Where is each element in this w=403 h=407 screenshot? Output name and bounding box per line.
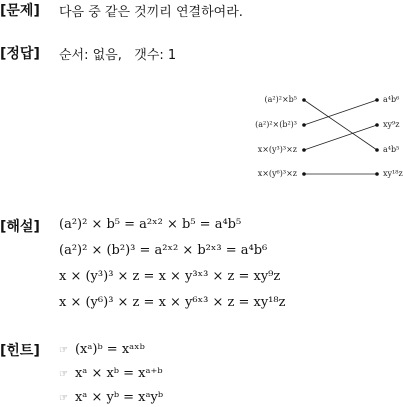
answer-tag: [정답] [0,46,40,62]
hint-text: (xᵃ)ᵇ = xᵃˣᵇ [74,342,145,357]
explanation-line: x × (y⁶)³ × z = x × y⁶ˣ³ × z = xy¹⁸z [59,295,286,310]
match-line-2 [304,100,377,125]
hint-line [59,390,163,405]
pointing-hand-icon: ☞ [59,393,68,404]
hint-text: xᵃ × xᵇ = xᵃ⁺ᵇ [74,366,163,381]
explanation-tag: [해설] [0,219,40,235]
right-item: a⁴b⁶ [383,95,400,104]
right-item: xy¹⁸z [383,169,403,178]
explanation-line: (a²)² × (b²)³ = a²ˣ² × b²ˣ³ = a⁴b⁶ [59,243,268,258]
right-dot [375,172,379,176]
left-item: x×(y⁶)³×z [257,169,297,178]
left-dot [302,98,306,102]
explanation-line: x × (y³)³ × z = x × y³ˣ³ × z = xy⁹z [59,269,281,284]
answer-text: 순서: 없음, 갯수: 1 [59,48,177,63]
right-item: xy⁹z [383,120,400,129]
match-line-3 [304,125,377,150]
right-dot [375,98,379,102]
hint-tag: [힌트] [0,343,40,359]
problem-text: 다음 중 같은 것끼리 연결하여라. [59,5,243,20]
left-dot [302,123,306,127]
left-dot [302,148,306,152]
right-dot [375,148,379,152]
hint-line [59,366,163,381]
right-item: a⁴b⁵ [383,145,400,154]
left-item: (a²)²×(b²)³ [255,120,297,129]
hint-text: xᵃ × yᵇ = xᵃyᵇ [74,390,164,405]
explanation-line: (a²)² × b⁵ = a²ˣ² × b⁵ = a⁴b⁵ [59,217,242,232]
pointing-hand-icon: ☞ [59,369,68,380]
right-dot [375,123,379,127]
problem-tag: [문제] [0,3,40,19]
match-line-1 [304,100,377,150]
pointing-hand-icon: ☞ [59,345,68,356]
hint-line [59,342,145,357]
left-item: (a²)²×b⁵ [264,95,297,104]
left-dot [302,172,306,176]
left-item: x×(y³)³×z [257,145,297,154]
